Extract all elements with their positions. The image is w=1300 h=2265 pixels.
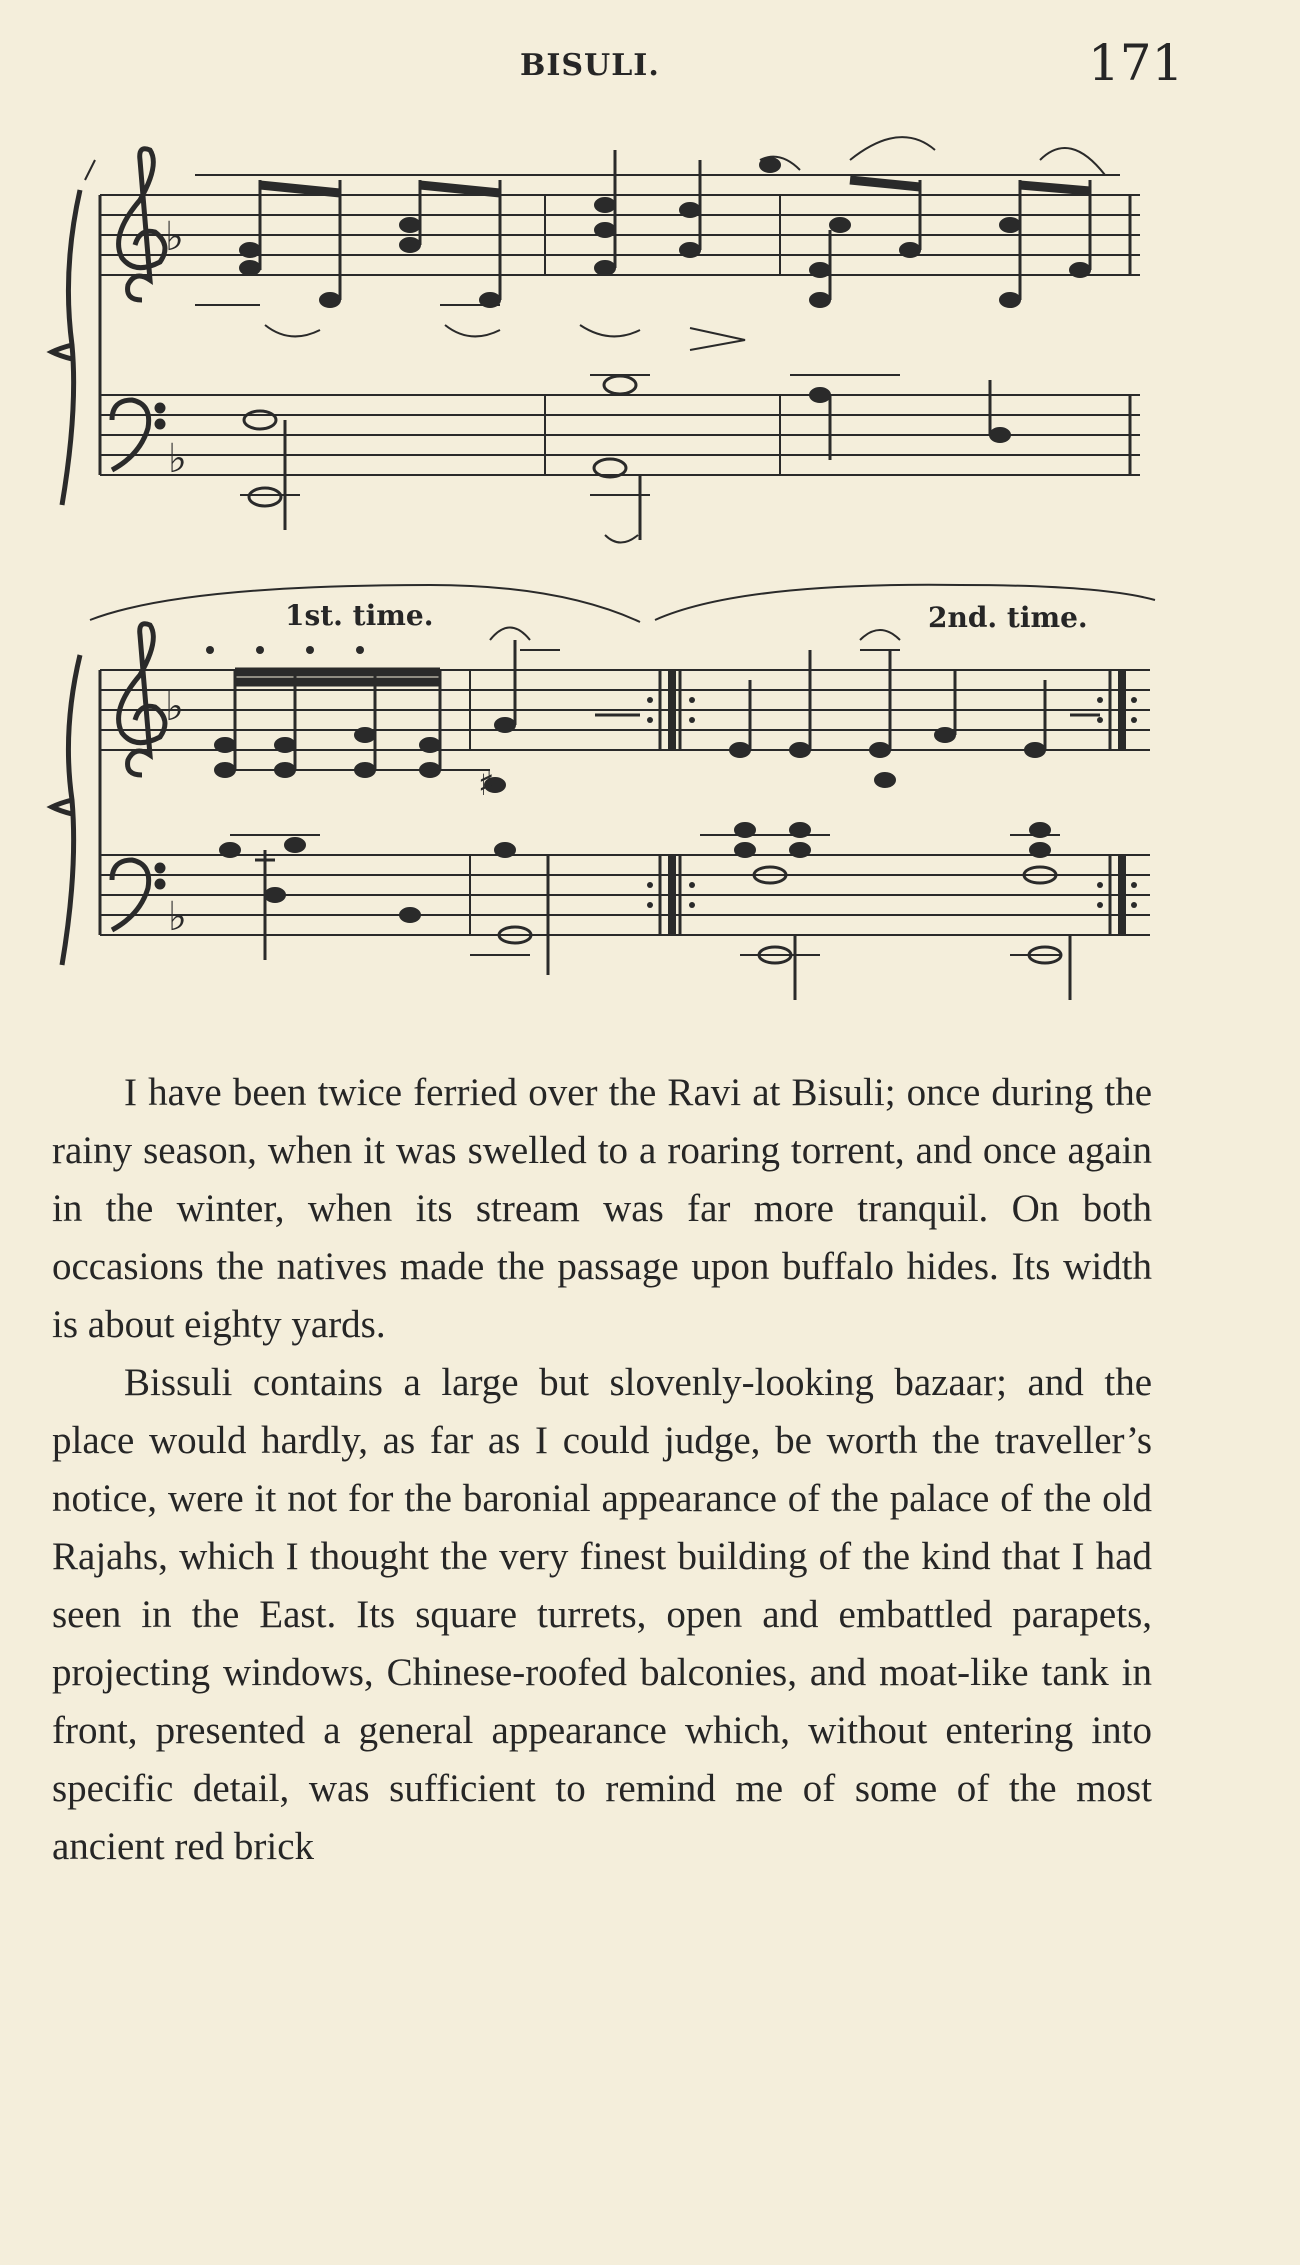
body-text: [52, 1064, 1152, 1876]
flat-icon: ♭: [165, 214, 184, 260]
page-number: 171: [1088, 34, 1184, 92]
first-ending-label: 1st. time.: [285, 599, 434, 632]
system-brace: [52, 190, 80, 505]
system-brace: [52, 655, 80, 965]
bass-staff: [100, 855, 1150, 935]
second-ending-label: 2nd. time.: [928, 601, 1088, 634]
bass-staff: [100, 395, 1140, 475]
paragraph: I have been twice ferried over the Ravi at Bisuli; once during the rainy season, when it was swelled to a roaring torrent, and once again in the winter, when its stream was far more tranquil. On both occasions the natives made the passage upon buffalo hides. Its width is about eighty yards.: [52, 1071, 1152, 1346]
music-score: [0, 0, 1300, 1040]
flat-icon: ♭: [168, 894, 187, 940]
treble-clef-icon: [119, 624, 165, 775]
flat-icon: ♭: [165, 684, 184, 730]
flat-icon: ♭: [168, 436, 187, 482]
running-head: BISULI.: [520, 48, 660, 83]
sharp-icon: ♯: [478, 764, 495, 804]
system-2: [52, 624, 1150, 1000]
treble-clef-icon: [119, 149, 165, 300]
paragraph: Bissuli contains a large but slovenly-looking bazaar; and the place would hardly, as far as I could judge, be worth the traveller’s notice, were it not for the baronial appearance of the palace of the old Rajahs, which I thought the very finest building of the kind that I had seen in the East. Its square turrets, open and embattled parapets, projecting windows, Chinese-roofed balconies, and moat-like tank in front, presented a general appearance which, without entering into specific detail, was sufficient to remind me of some of the most ancient red brick: [52, 1361, 1152, 1868]
system-1: [52, 137, 1140, 542]
